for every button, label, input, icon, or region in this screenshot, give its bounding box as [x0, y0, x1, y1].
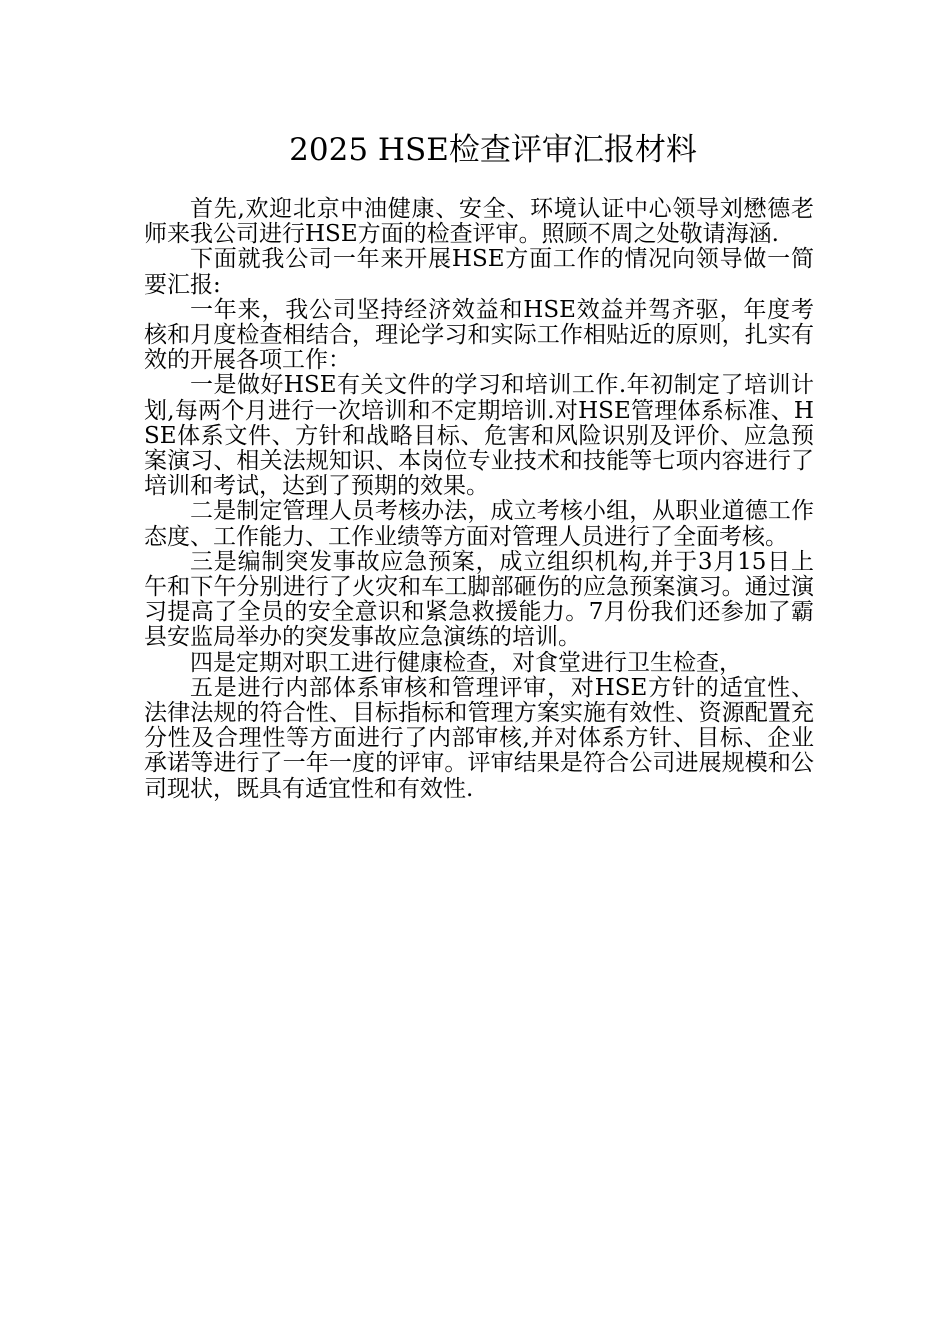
document-title: 2025 HSE检查评审汇报材料: [289, 132, 697, 168]
paragraph-intro: 下面就我公司一年来开展HSE方面工作的情况向领导做一简要汇报:: [144, 246, 814, 298]
paragraph-item-2: 二是制定管理人员考核办法，成立考核小组，从职业道德工作态度、工作能力、工作业绩等方面对管理人员进行了全面考核。: [144, 498, 814, 550]
paragraph-item-4: 四是定期对职工进行健康检查，对食堂进行卫生检查，: [190, 649, 742, 676]
paragraph-item-3: 三是编制突发事故应急预案，成立组织机构,并于3月15日上午和下午分别进行了火灾和车工脚部砸伤的应急预案演习。通过演习提高了全员的安全意识和紧急救援能力。7月份我们还参加了霸县安监局举办的突发事故应急演练的培训。: [144, 548, 814, 651]
paragraph-item-5: 五是进行内部体系审核和管理评审，对HSE方针的适宜性、法律法规的符合性、目标指标和管理方案实施有效性、资源配置充分性及合理性等方面进行了内部审核,并对体系方针、目标、企业承诺等进行了一年一度的评审。评审结果是符合公司进展规模和公司现状，既具有适宜性和有效性.: [144, 674, 814, 802]
paragraph-overview: 一年来，我公司坚持经济效益和HSE效益并驾齐驱，年度考核和月度检查相结合，理论学习和实际工作相贴近的原则，扎实有效的开展各项工作：: [144, 296, 814, 374]
document-body: [144, 197, 814, 802]
paragraph-welcome: 首先,欢迎北京中油健康、安全、环境认证中心领导刘懋德老师来我公司进行HSE方面的检查评审。照顾不周之处敬请海涵.: [144, 196, 814, 248]
paragraph-item-1: 一是做好HSE有关文件的学习和培训工作.年初制定了培训计划,每两个月进行一次培训和不定期培训.对HSE管理体系标准、HSE体系文件、方针和战略目标、危害和风险识别及评价、应急预案演习、相关法规知识、本岗位专业技术和技能等七项内容进行了培训和考试，达到了预期的效果。: [144, 372, 814, 500]
